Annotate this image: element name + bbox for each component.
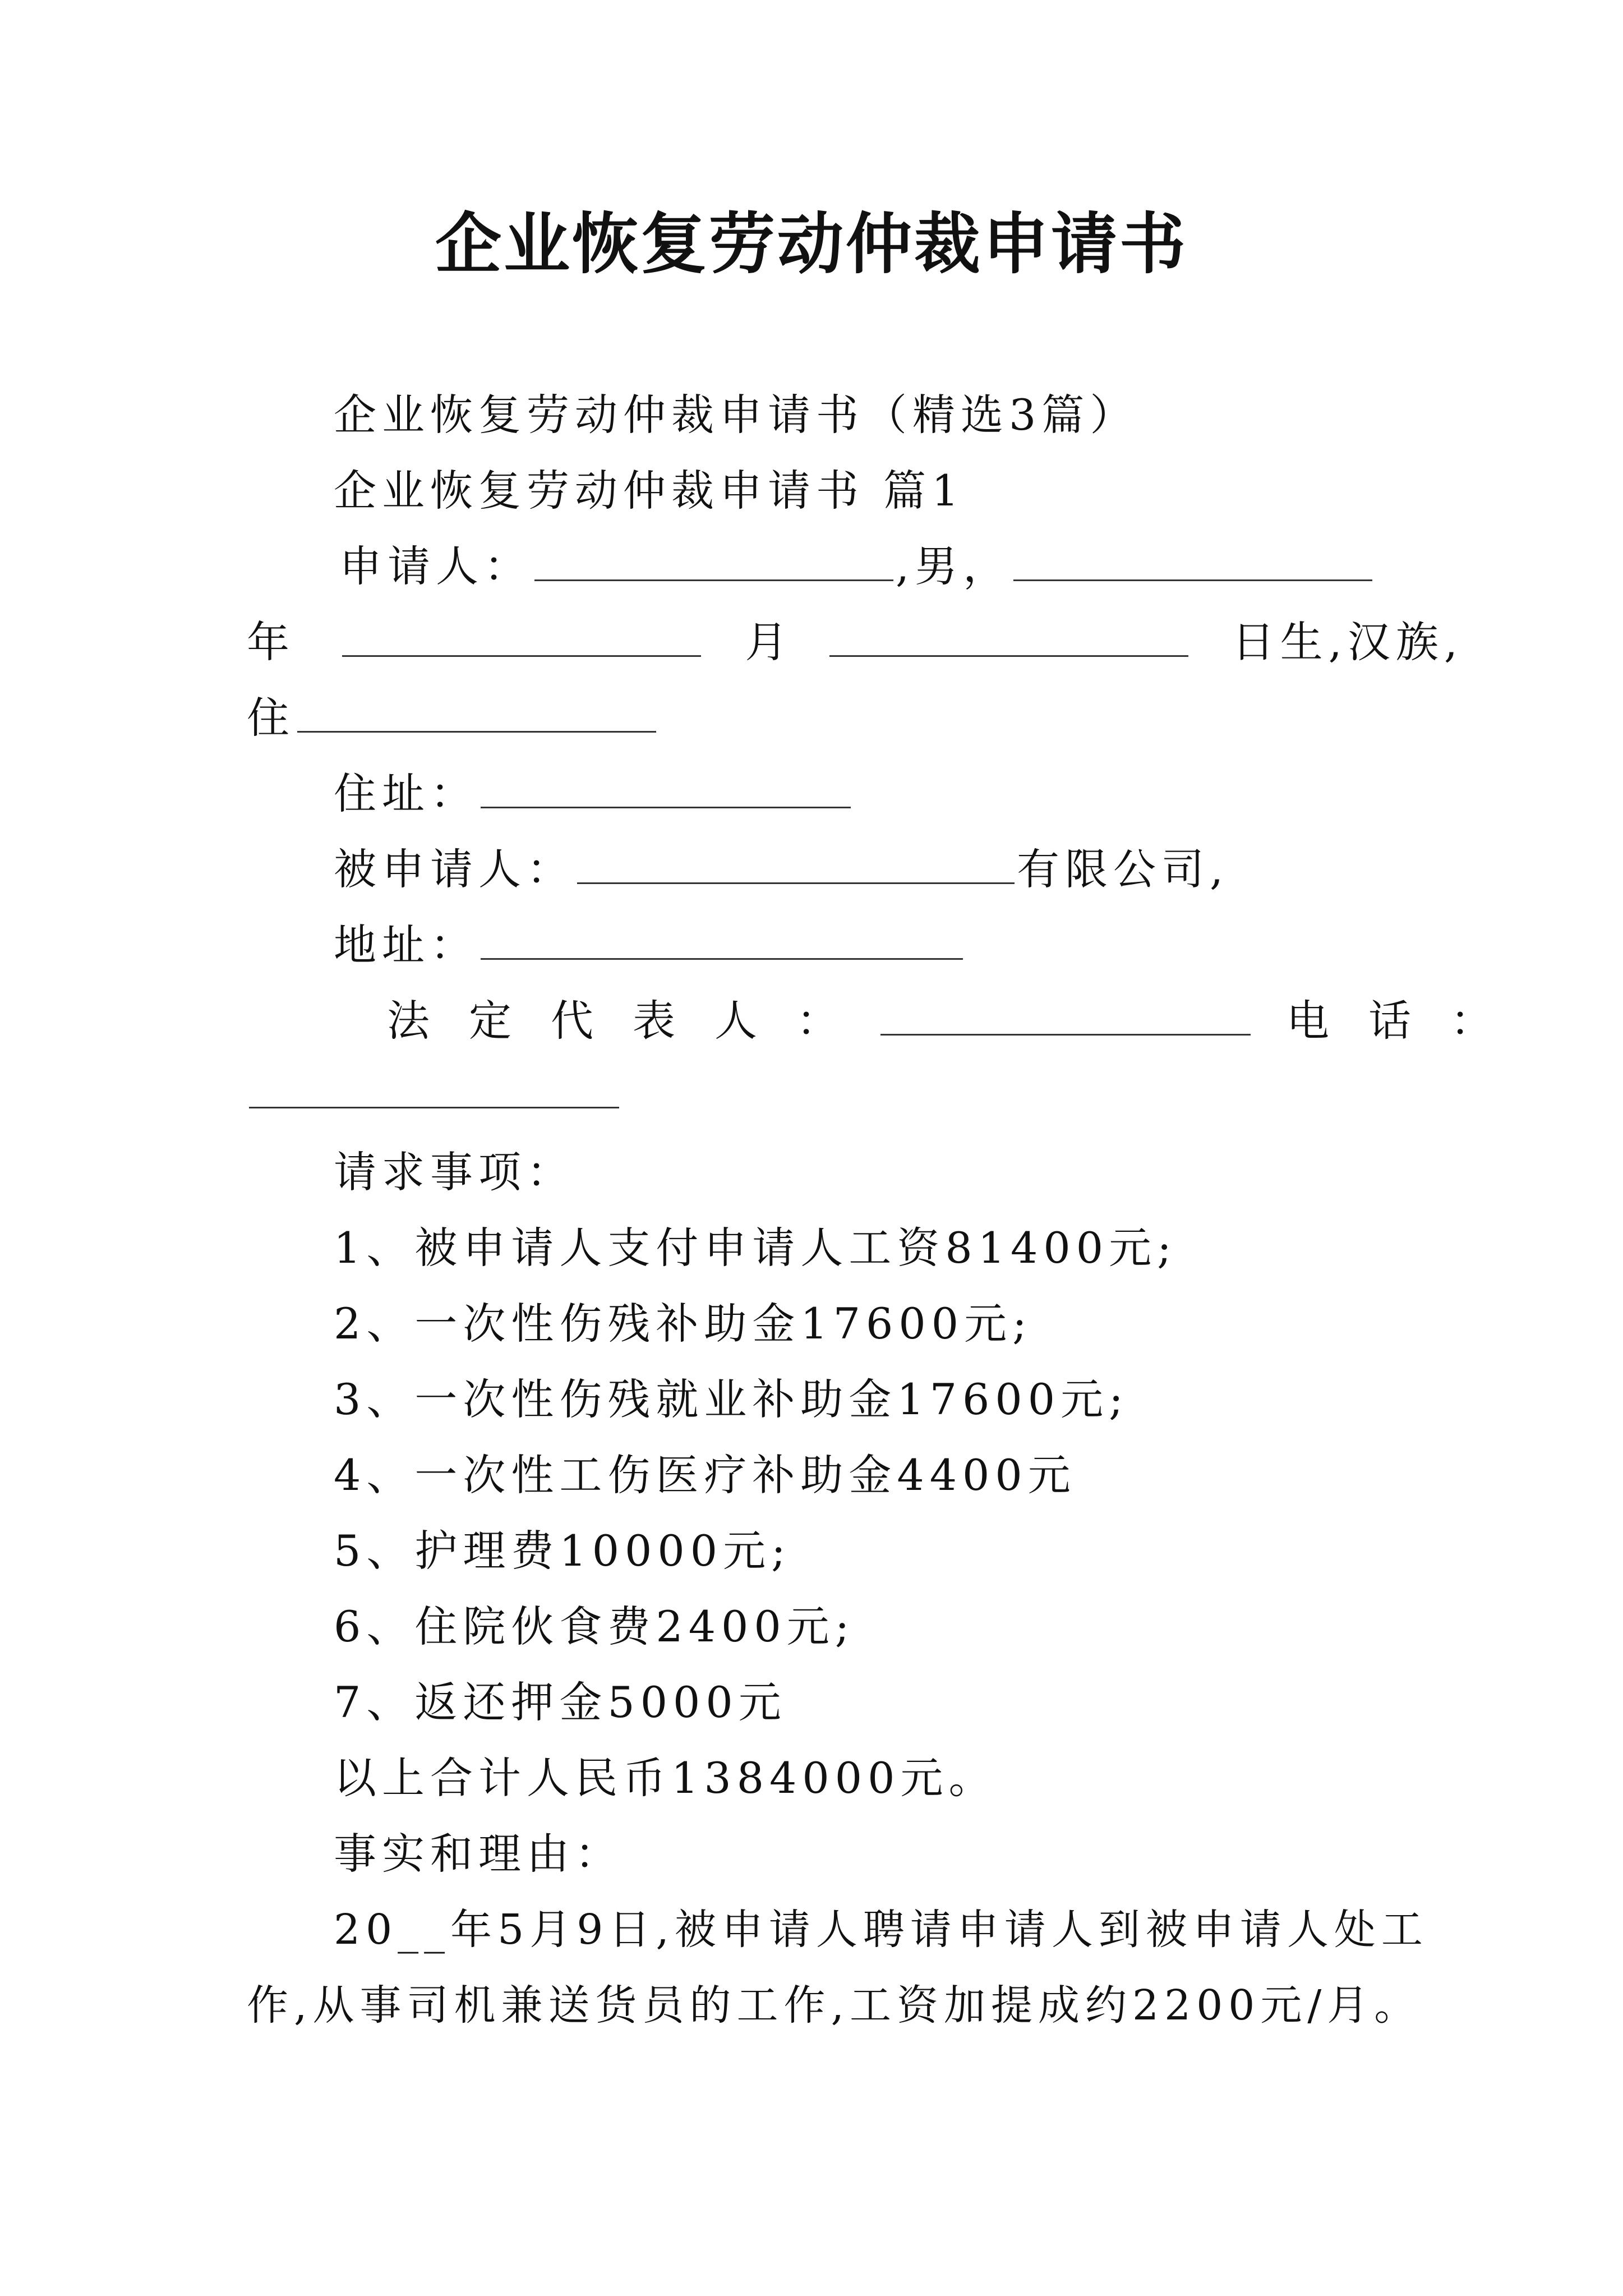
legal-rep-line [387,993,1532,1049]
facts-heading: 事实和理由： [334,1829,623,1879]
respondent-address-blank[interactable] [481,923,963,960]
residence-word: 住 [247,693,295,743]
claim-item: 7、返还押金5000元 [334,1677,787,1727]
residence-line [247,690,658,746]
birth-month-blank[interactable] [342,620,701,657]
residence-blank[interactable] [297,696,656,733]
born-ethnicity: 日生,汉族, [1232,617,1464,667]
claims-heading: 请求事项： [334,1147,575,1197]
subtitle: 企业恢复劳动仲裁申请书（精选3篇） [334,390,1138,440]
phone-line [247,1066,621,1122]
document-title: 企业恢复劳动仲裁申请书 [435,205,1188,283]
legal-rep-label: 法定代表人： [387,996,878,1046]
respondent-line [334,841,1229,898]
claim-item: 1、被申请人支付申请人工资81400元; [334,1223,1177,1273]
legal-rep-blank[interactable] [880,999,1251,1036]
respondent-suffix: 有限公司, [1017,844,1229,894]
address-blank[interactable] [481,772,851,808]
facts-line-1: 20__年5月9日,被申请人聘请申请人到被申请人处工 [334,1906,1428,1954]
birth-line [247,614,1463,670]
phone-blank[interactable] [249,1072,619,1108]
claim-item: 2、一次性伤残补助金17600元; [334,1299,1032,1349]
claim-item: 5、护理费10000元; [334,1526,791,1576]
respondent-address-label: 地址： [334,920,478,970]
claim-item: 3、一次性伤残就业补助金17600元; [334,1374,1129,1424]
claim-item: 6、住院伙食费2400元; [334,1602,855,1651]
month-word: 月 [745,617,794,667]
claim-item: 4、一次性工伤医疗补助金4400元 [334,1450,1076,1500]
year-word: 年 [247,617,295,667]
address-label: 住址： [334,769,478,818]
phone-label: 电话： [1287,996,1532,1046]
birth-day-blank[interactable] [829,620,1188,657]
respondent-address-line [334,917,965,973]
claims-total: 以上合计人民币1384000元。 [334,1753,997,1803]
applicant-gender: ,男， [896,541,1012,591]
respondent-label: 被申请人： [334,844,575,894]
applicant-name-blank[interactable] [534,545,893,581]
address-line [334,766,853,822]
section-heading: 企业恢复劳动仲裁申请书 篇1 [334,466,965,516]
applicant-line [339,539,1375,595]
respondent-name-blank[interactable] [577,848,1015,884]
birth-year-blank[interactable] [1013,545,1372,581]
facts-line-2: 作,从事司机兼送货员的工作,工资加提成约2200元/月。 [247,1981,1422,2030]
applicant-label: 申请人： [339,541,532,591]
